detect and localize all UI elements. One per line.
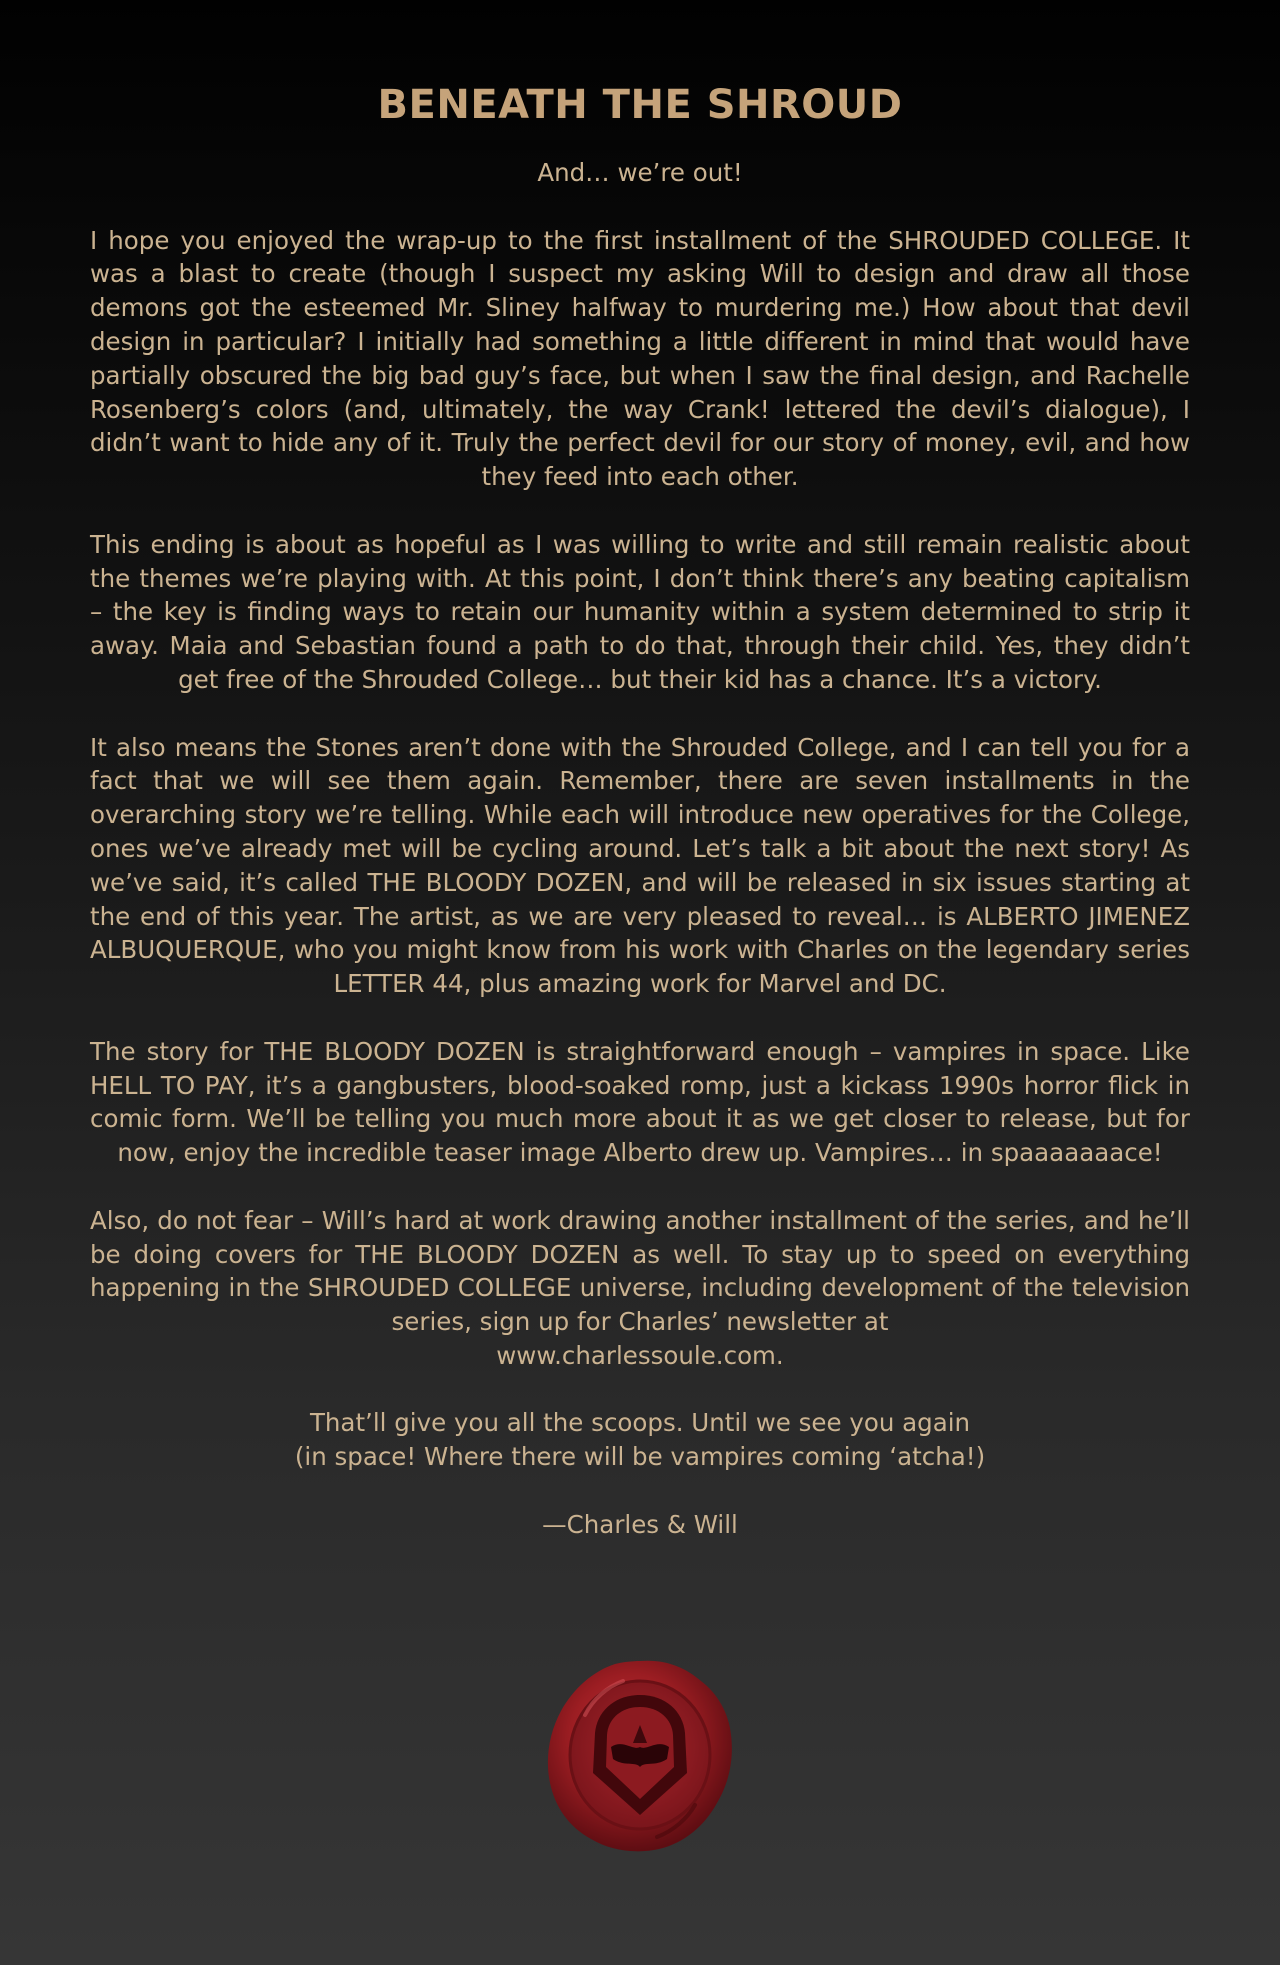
paragraph-4: The story for THE BLOODY DOZEN is straightforward enough – vampires in space. Like HELL TO PAY, it’s a gangbusters, blood-soaked romp, just a kickass 1990s horror flick in comic form. We’ll be telling you much more about it as we get closer to release, but for now, enjoy the incredible teaser image Alberto drew up. Vampires… in spaaaaaaace! [90, 1036, 1190, 1168]
closing-line-1: That’ll give you all the scoops. Until we see you again [309, 1408, 971, 1438]
signature: —Charles & Will [542, 1509, 738, 1539]
page-title: BENEATH THE SHROUD [377, 82, 903, 128]
intro-line: And… we’re out! [537, 158, 743, 187]
closing-line-2: (in space! Where there will be vampires coming ‘atcha!) [294, 1442, 986, 1472]
website-link[interactable]: www.charlessoule.com. [496, 1340, 784, 1370]
paragraph-3: It also means the Stones aren’t done with the Shrouded College, and I can tell you for a fact that we will see them again. Remember, there are seven installments in the overarching story we’re telling. While each will introduce new operatives for the College, ones we’ve already met will be cycling around. Let’s talk a bit about the next story! As we’ve said, it’s called THE BLOODY DOZEN, and will be released in six issues starting at the end of this year. The artist, as we are very pleased to reveal… is ALBERTO JIMENEZ ALBUQUERQUE, who you might know from his work with Charles on the legendary series LETTER 44, plus amazing work for Marvel and DC. [90, 732, 1190, 999]
paragraph-5 [90, 1204, 1190, 1373]
letter-body [90, 156, 1190, 1575]
paragraph-2: This ending is about as hopeful as I was willing to write and still remain realistic about the themes we’re playing with. At this point, I don’t think there’s any beating capitalism – the key is finding ways to retain our humanity within a system determined to strip it away. Maia and Sebastian found a path to do that, through their child. Yes, they didn’t get free of the Shrouded College… but their kid has a chance. It’s a victory. [90, 529, 1190, 694]
closing-paragraph [90, 1406, 1190, 1474]
newsletter-text: Also, do not fear – Will’s hard at work drawing another installment of the series, and he’ll be doing covers for THE BLOODY DOZEN as well. To stay up to speed on everything happening in the SHROUDED COLLEGE universe, including development of the television series, sign up for Charles’ newsletter at [90, 1205, 1190, 1337]
wax-seal-icon [545, 1655, 735, 1855]
paragraph-1: I hope you enjoyed the wrap-up to the first installment of the SHROUDED COLLEGE. It was a blast to create (though I suspect my asking Will to design and draw all those demons got the esteemed Mr. Sliney halfway to murdering me.) How about that devil design in particular? I initially had something a little different in mind that would have partially obscured the big bad guy’s face, but when I saw the final design, and Rachelle Rosenberg’s colors (and, ultimately, the way Crank! lettered the devil’s dialogue), I didn’t want to hide any of it. Truly the perfect devil for our story of money, evil, and how they feed into each other. [90, 225, 1190, 492]
